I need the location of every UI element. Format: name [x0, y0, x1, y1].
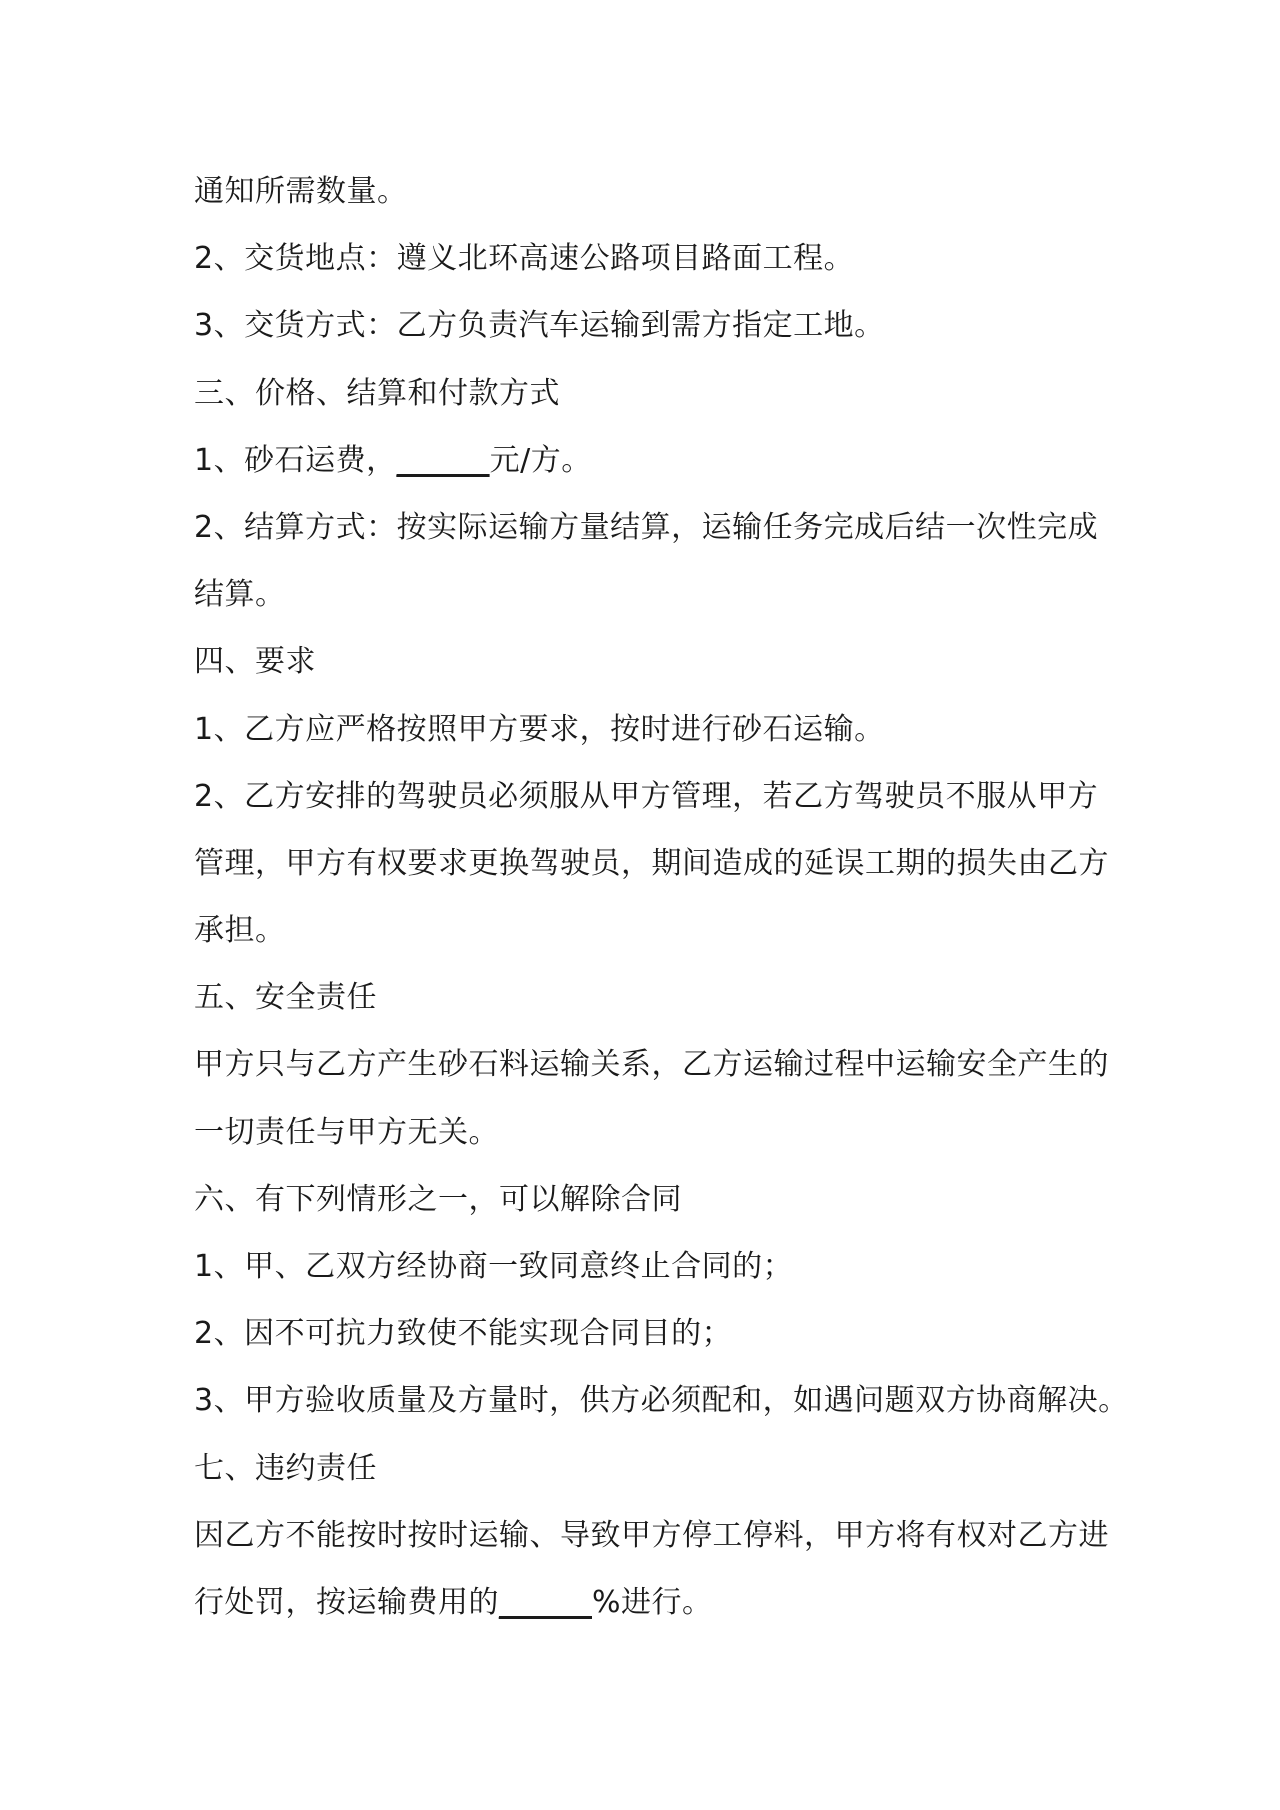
text-line: 结算。 — [194, 577, 286, 613]
text-segment: 1、砂石运费， — [194, 442, 397, 478]
text-line: 2、结算方式：按实际运输方量结算，运输任务完成后结一次性完成 — [194, 509, 1099, 545]
text-line-with-blank — [194, 1569, 1094, 1636]
text-line: 2、交货地点：遵义北环高速公路项目路面工程。 — [194, 241, 855, 277]
text-line: 一切责任与甲方无关。 — [194, 1114, 499, 1150]
section-heading: 三、价格、结算和付款方式 — [194, 375, 560, 411]
fill-blank: ______ — [499, 1584, 592, 1620]
text-line: 甲方只与乙方产生砂石料运输关系，乙方运输过程中运输安全产生的 — [194, 1047, 1109, 1083]
document-body — [194, 158, 1129, 1636]
text-line: 3、交货方式：乙方负责汽车运输到需方指定工地。 — [194, 308, 885, 344]
section-heading: 六、有下列情形之一，可以解除合同 — [194, 1181, 682, 1217]
text-line: 通知所需数量。 — [194, 174, 408, 209]
text-line: 因乙方不能按时按时运输、导致甲方停工停料，甲方将有权对乙方进 — [194, 1517, 1109, 1553]
fill-blank: ______ — [396, 442, 490, 478]
text-line: 3、甲方验收质量及方量时，供方必须配和，如遇问题双方协商解决。 — [194, 1383, 1129, 1419]
text-line: 2、乙方安排的驾驶员必须服从甲方管理，若乙方驾驶员不服从甲方 — [194, 778, 1099, 814]
text-segment: 元/方。 — [489, 442, 592, 478]
text-segment: 行处罚，按运输费用的 — [194, 1584, 499, 1620]
text-line: 2、因不可抗力致使不能实现合同目的； — [194, 1316, 733, 1352]
section-heading: 四、要求 — [194, 644, 316, 680]
text-line: 承担。 — [194, 913, 286, 949]
text-line: 1、甲、乙双方经协商一致同意终止合同的； — [194, 1249, 794, 1284]
section-heading: 七、违约责任 — [194, 1450, 377, 1486]
text-line: 管理，甲方有权要求更换驾驶员，期间造成的延误工期的损失由乙方 — [194, 845, 1109, 881]
text-segment: %进行。 — [592, 1584, 713, 1620]
text-line: 1、乙方应严格按照甲方要求，按时进行砂石运输。 — [194, 711, 885, 747]
section-heading: 五、安全责任 — [194, 980, 377, 1016]
text-line-with-blank — [194, 427, 1094, 494]
